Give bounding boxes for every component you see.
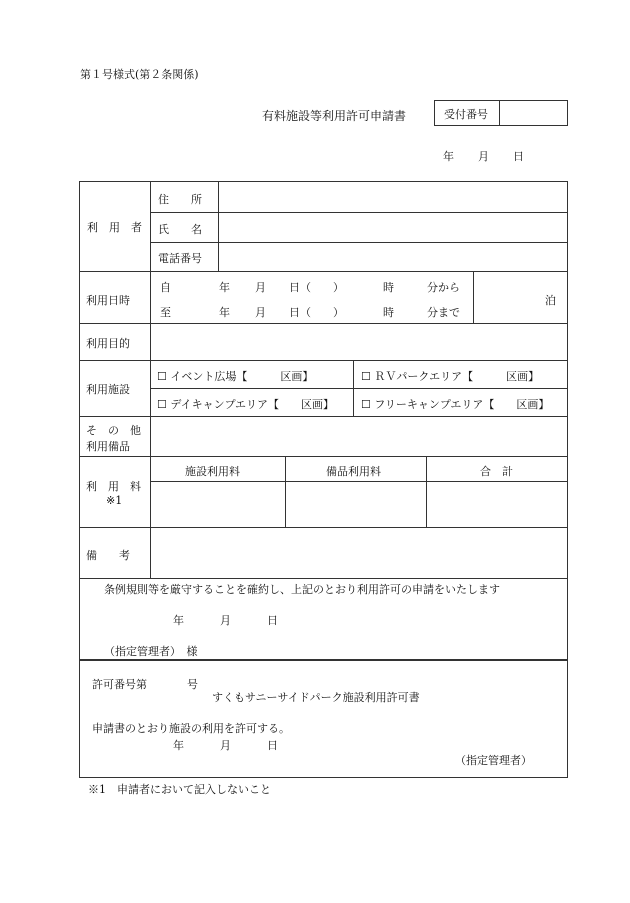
to-minute: 分まで — [427, 306, 460, 319]
fee-col-total: 合 計 — [480, 465, 513, 478]
declaration-year: 年 — [173, 614, 184, 627]
nights-unit: 泊 — [545, 294, 556, 307]
to-label: 至 — [160, 306, 171, 319]
checkbox-icon[interactable]: ☐ — [361, 398, 371, 411]
checkbox-icon[interactable]: ☐ — [157, 370, 167, 383]
name-field[interactable] — [219, 213, 567, 241]
purpose-field[interactable] — [151, 324, 567, 359]
date-month: 月 — [478, 150, 489, 163]
permit-title: すくもサニーサイドパーク施設利用許可書 — [212, 691, 420, 704]
remarks-field[interactable] — [151, 528, 567, 577]
usage-datetime-label: 利用日時 — [86, 294, 130, 307]
fee-facility-field[interactable] — [151, 482, 284, 526]
date-day: 日 — [513, 150, 524, 163]
address-field[interactable] — [219, 182, 567, 211]
from-minute: 分から — [427, 281, 460, 294]
form-number: 第１号様式(第２条関係) — [80, 68, 199, 81]
date-year: 年 — [443, 150, 454, 163]
to-hour: 時 — [383, 306, 394, 319]
fees-label-line1: 利 用 料 — [86, 480, 141, 493]
equipment-field[interactable] — [151, 417, 567, 455]
declaration-day: 日 — [267, 614, 278, 627]
footnote: ※1 申請者において記入しないこと — [88, 783, 271, 796]
form-title: 有料施設等利用許可申請書 — [262, 109, 407, 123]
fee-col-facility: 施設利用料 — [185, 465, 240, 478]
receipt-number-label: 受付番号 — [444, 108, 488, 121]
from-hour: 時 — [383, 281, 394, 294]
remarks-label: 備 考 — [86, 549, 130, 562]
permit-manager: （指定管理者） — [455, 754, 532, 767]
applicant-label: 利 用 者 — [87, 221, 142, 234]
to-year: 年 — [219, 306, 230, 319]
fees-label-line2: ※1 — [106, 494, 123, 507]
facility-option-event-plaza[interactable]: ☐ イベント広場【 区画】 — [157, 370, 314, 383]
permit-number-prefix: 許可番号第 — [92, 678, 147, 691]
permit-month: 月 — [220, 739, 231, 752]
address-label: 住 所 — [158, 193, 202, 206]
receipt-number-field[interactable] — [500, 101, 566, 125]
facility-option-rv-park[interactable]: ☐ ＲＶパークエリア【 区画】 — [361, 370, 540, 383]
name-label: 氏 名 — [158, 223, 202, 236]
facilities-label: 利用施設 — [86, 383, 130, 396]
from-label: 自 — [160, 281, 171, 294]
declaration-addressee: （指定管理者） 様 — [104, 645, 198, 658]
equipment-label-line1: そ の 他 — [86, 424, 141, 437]
facility-option-free-camp[interactable]: ☐ フリーキャンプエリア【 区画】 — [361, 398, 550, 411]
from-month: 月 — [255, 281, 266, 294]
from-day: 日（ ） — [289, 281, 344, 294]
permit-day: 日 — [267, 739, 278, 752]
fee-equipment-field[interactable] — [286, 482, 425, 526]
permit-number-suffix: 号 — [187, 678, 198, 691]
fee-total-field[interactable] — [427, 482, 567, 526]
to-day: 日（ ） — [289, 306, 344, 319]
equipment-label-line2: 利用備品 — [86, 440, 130, 453]
from-year: 年 — [219, 281, 230, 294]
phone-label: 電話番号 — [158, 252, 202, 265]
facility-option-day-camp[interactable]: ☐ デイキャンプエリア【 区画】 — [157, 398, 335, 411]
permit-year: 年 — [173, 739, 184, 752]
to-month: 月 — [255, 306, 266, 319]
fee-col-equipment: 備品利用料 — [326, 465, 381, 478]
phone-field[interactable] — [219, 243, 567, 270]
permit-statement: 申請書のとおり施設の利用を許可する。 — [92, 722, 290, 735]
checkbox-icon[interactable]: ☐ — [361, 370, 371, 383]
checkbox-icon[interactable]: ☐ — [157, 398, 167, 411]
declaration-text: 条例規則等を厳守することを確約し、上記のとおり利用許可の申請をいたします — [104, 583, 500, 596]
declaration-month: 月 — [220, 614, 231, 627]
purpose-label: 利用目的 — [86, 337, 130, 350]
